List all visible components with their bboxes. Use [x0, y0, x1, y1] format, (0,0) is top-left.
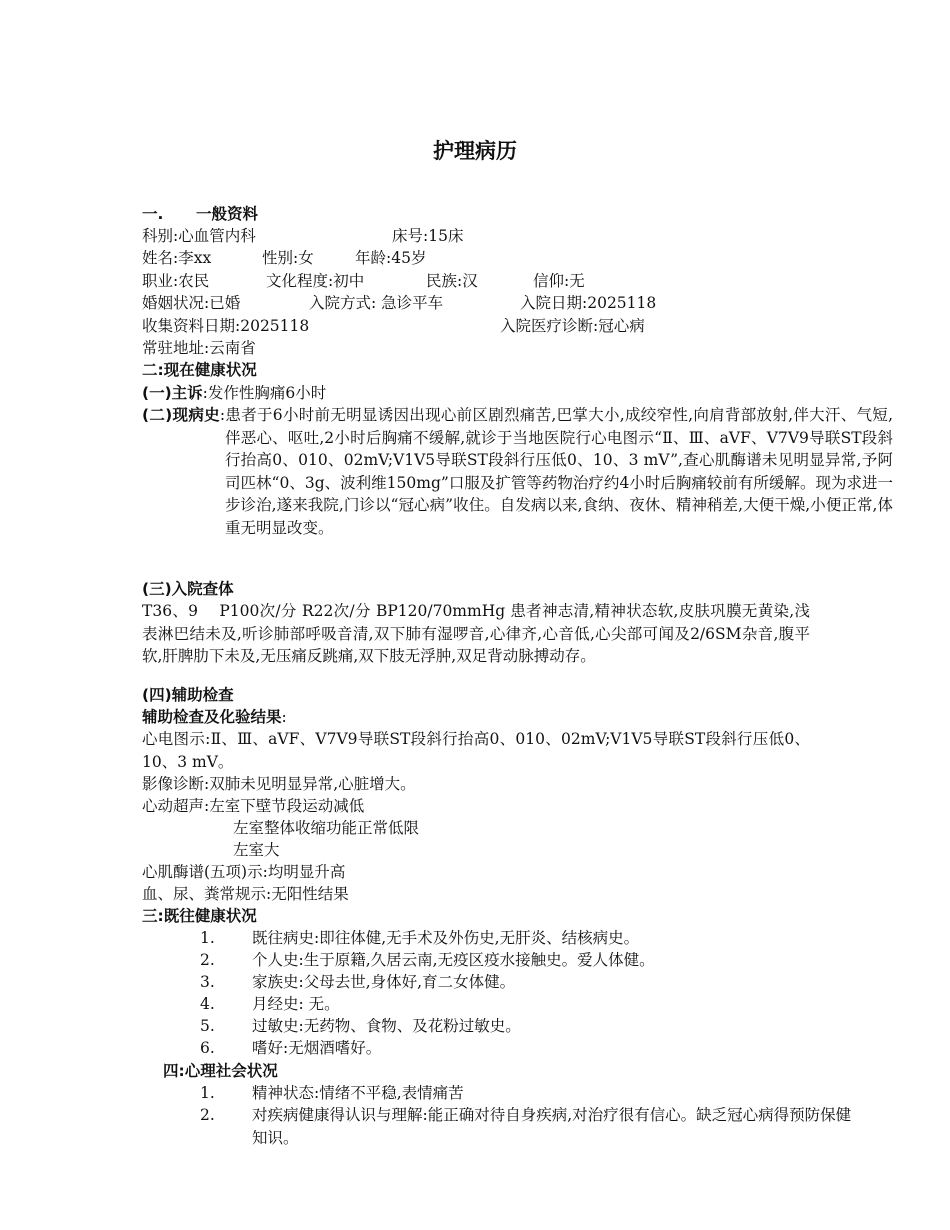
echo-result-1: 心动超声:左室下壁节段运动减低 [142, 797, 365, 815]
list-item [200, 1082, 464, 1104]
chief-complaint-text: :发作性胸痛6小时 [202, 384, 327, 402]
list-item-number: 1. [200, 1084, 215, 1102]
routine-result: 血、尿、粪常规示:无阳性结果 [142, 885, 349, 903]
echo-result-3: 左室大 [233, 841, 280, 859]
list-item [200, 1104, 862, 1149]
section-4-heading: 四:心理社会状况 [163, 1062, 278, 1080]
section-3-heading: 三:既往健康状况 [142, 907, 257, 925]
present-illness-text: :患者于6小时前无明显诱因出现心前区剧烈痛苦,巴掌大小,成绞窄性,向肩背部放射,伴大汗、气短,伴恶心、呕吐,2小时后胸痛不缓解,就诊于当地医院行心电图示“Ⅱ、Ⅲ、aVF、V7V9导联ST段斜行抬高0、010、02mV;V1V5导联ST段斜行压低0、10、3 mV”,查心肌酶谱未见明显异常,予阿司匹林“0、3g、波利维150mg”口服及扩管等药物治疗约4小时后胸痛较前有所缓解。现为求进一步诊治,遂来我院,门诊以“冠心病”收住。自发病以来,食纳、夜休、精神稍差,大便干燥,小便正常,体重无明显改变。 [219, 406, 893, 537]
present-illness [142, 404, 893, 539]
field-diagnosis: 入院医疗诊断:冠心病 [500, 317, 645, 335]
section-1-heading: 一般资料 [196, 205, 259, 223]
field-ethnicity: 民族:汉 [426, 272, 478, 290]
field-admission-date: 入院日期:2025118 [520, 294, 657, 312]
field-religion: 信仰:无 [533, 272, 585, 290]
list-item [200, 971, 515, 993]
list-item [200, 949, 655, 971]
chief-complaint [142, 382, 326, 404]
field-collection-date: 收集资料日期:2025118 [142, 317, 310, 335]
list-item-text: 嗜好:无烟酒嗜好。 [252, 1039, 382, 1057]
list-item-number: 2. [200, 951, 215, 969]
field-gender: 性别:女 [262, 249, 314, 267]
list-item [200, 927, 639, 949]
echo-result-2: 左室整体收缩功能正常低限 [233, 819, 420, 837]
section-1-number: 一. [142, 205, 164, 223]
imaging-result: 影像诊断:双肺未见明显异常,心脏增大。 [142, 775, 416, 793]
list-item-text: 月经史: 无。 [252, 995, 340, 1013]
field-name: 姓名:李xx [142, 249, 212, 267]
list-item-text: 既往病史:即往体健,无手术及外伤史,无肝炎、结核病史。 [252, 929, 640, 947]
list-item-text: 家族史:父母去世,身体好,育二女体健。 [252, 973, 516, 991]
field-occupation: 职业:农民 [142, 272, 210, 290]
ecg-result: 心电图示:Ⅱ、Ⅲ、aVF、V7V9导联ST段斜行抬高0、010、02mV;V1V5导联ST段斜行压低0、10、3 mV。 [142, 730, 810, 771]
list-item-number: 2. [200, 1106, 215, 1124]
list-item-text: 对疾病健康得认识与理解:能正确对待自身疾病,对治疗很有信心。缺乏冠心病得预防保健知识。 [252, 1106, 852, 1147]
field-education: 文化程度:初中 [266, 272, 365, 290]
list-item-text: 过敏史:无药物、食物、及花粉过敏史。 [252, 1017, 521, 1035]
field-bed: 床号:15床 [392, 227, 464, 245]
list-item-text: 精神状态:情绪不平稳,表情痛苦 [252, 1084, 464, 1102]
field-age: 年龄:45岁 [355, 249, 427, 267]
list-item-number: 3. [200, 973, 215, 991]
physical-exam-label: (三)入院查体 [142, 580, 234, 598]
list-item-number: 6. [200, 1039, 215, 1057]
list-item [200, 993, 340, 1015]
field-marital-status: 婚姻状况:已婚 [142, 294, 241, 312]
section-2-heading: 二:现在健康状况 [142, 361, 257, 379]
document-title: 护理病历 [433, 139, 517, 163]
aux-results-label-line [142, 706, 287, 728]
field-department: 科别:心血管内科 [142, 227, 256, 245]
aux-results-label: 辅助检查及化验结果 [142, 708, 282, 726]
chief-complaint-label: (一)主诉 [142, 384, 203, 402]
field-admission-mode: 入院方式: 急诊平车 [309, 294, 444, 312]
list-item-number: 4. [200, 995, 215, 1013]
aux-results-colon: : [281, 708, 287, 726]
list-item-number: 1. [200, 929, 215, 947]
list-item [200, 1015, 521, 1037]
list-item-number: 5. [200, 1017, 215, 1035]
list-item-text: 个人史:生于原籍,久居云南,无疫区疫水接触史。爱人体健。 [252, 951, 655, 969]
aux-exam-label: (四)辅助检查 [142, 686, 234, 704]
list-item [200, 1037, 381, 1059]
field-address: 常驻地址:云南省 [142, 339, 256, 357]
enzyme-result: 心肌酶谱(五项)示:均明显升高 [142, 863, 346, 881]
physical-exam-text: T36、9 P100次/分 R22次/分 BP120/70mmHg 患者神志清,精神状态软,皮肤巩膜无黄染,浅表淋巴结未及,听诊肺部呼吸音清,双下肺有湿啰音,心律齐,心音低,心尖部可闻及2/6SM杂音,腹平软,肝脾肋下未及,无压痛反跳痛,双下肢无浮肿,双足背动脉搏动存。 [142, 602, 810, 665]
present-illness-label: (二)现病史 [142, 406, 220, 424]
